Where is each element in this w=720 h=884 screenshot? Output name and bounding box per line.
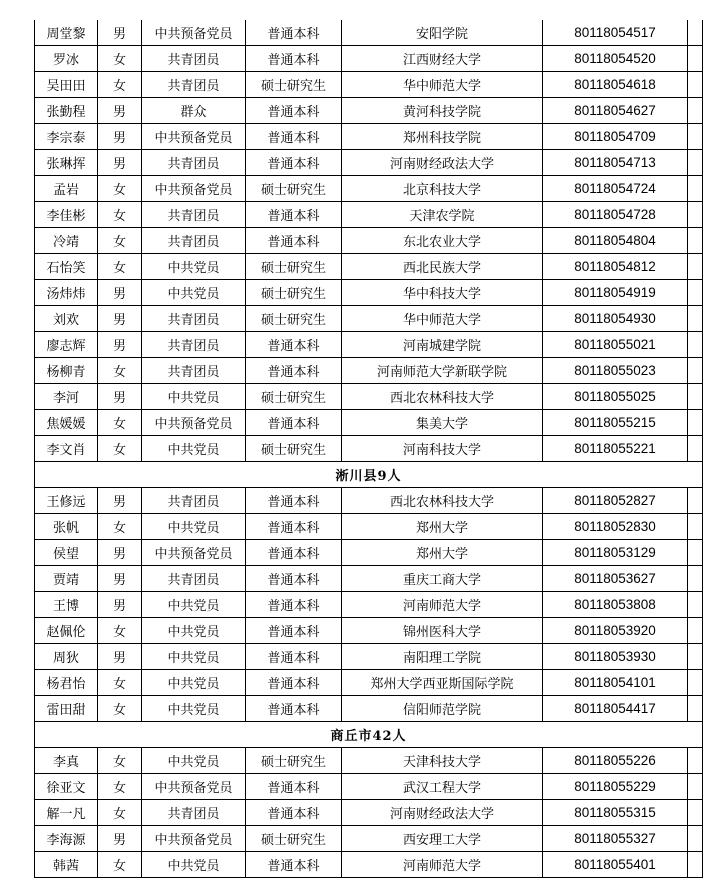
gender-cell: 男 <box>98 826 142 852</box>
gender-cell: 男 <box>98 332 142 358</box>
table-row <box>35 124 703 150</box>
name-cell: 张帆 <box>35 514 98 540</box>
school-cell: 河南财经政法大学 <box>342 800 543 826</box>
gender-cell: 女 <box>98 696 142 722</box>
note-cell <box>688 488 703 514</box>
table-row <box>35 696 703 722</box>
exam-id-cell: 80118055215 <box>543 410 688 436</box>
school-cell: 河南城建学院 <box>342 332 543 358</box>
education-cell: 普通本科 <box>246 540 342 566</box>
political-status-cell: 中共党员 <box>142 514 246 540</box>
gender-cell: 女 <box>98 358 142 384</box>
exam-id-cell: 80118054713 <box>543 150 688 176</box>
gender-cell: 男 <box>98 306 142 332</box>
education-cell: 硕士研究生 <box>246 72 342 98</box>
table-row <box>35 800 703 826</box>
name-cell: 李文肖 <box>35 436 98 462</box>
education-cell: 普通本科 <box>246 46 342 72</box>
education-cell: 普通本科 <box>246 332 342 358</box>
political-status-cell: 共青团员 <box>142 202 246 228</box>
school-cell: 西安理工大学 <box>342 826 543 852</box>
note-cell <box>688 800 703 826</box>
gender-cell: 男 <box>98 384 142 410</box>
exam-id-cell: 80118055021 <box>543 332 688 358</box>
note-cell <box>688 592 703 618</box>
note-cell <box>688 826 703 852</box>
school-cell: 河南师范大学新联学院 <box>342 358 543 384</box>
education-cell: 硕士研究生 <box>246 176 342 202</box>
name-cell: 解一凡 <box>35 800 98 826</box>
exam-id-cell: 80118053930 <box>543 644 688 670</box>
political-status-cell: 群众 <box>142 98 246 124</box>
name-cell: 张琳挥 <box>35 150 98 176</box>
table-row <box>35 566 703 592</box>
exam-id-cell: 80118053920 <box>543 618 688 644</box>
gender-cell: 女 <box>98 800 142 826</box>
note-cell <box>688 384 703 410</box>
section-title: 商丘市42人 <box>35 722 703 748</box>
table-row <box>35 514 703 540</box>
name-cell: 李海源 <box>35 826 98 852</box>
name-cell: 李佳彬 <box>35 202 98 228</box>
school-cell: 西北民族大学 <box>342 254 543 280</box>
political-status-cell: 共青团员 <box>142 228 246 254</box>
note-cell <box>688 748 703 774</box>
school-cell: 郑州大学西亚斯国际学院 <box>342 670 543 696</box>
note-cell <box>688 566 703 592</box>
education-cell: 普通本科 <box>246 202 342 228</box>
name-cell: 周狄 <box>35 644 98 670</box>
note-cell <box>688 280 703 306</box>
school-cell: 河南科技大学 <box>342 436 543 462</box>
exam-id-cell: 80118055226 <box>543 748 688 774</box>
exam-id-cell: 80118054724 <box>543 176 688 202</box>
political-status-cell: 共青团员 <box>142 800 246 826</box>
name-cell: 徐亚文 <box>35 774 98 800</box>
gender-cell: 男 <box>98 280 142 306</box>
table-row <box>35 748 703 774</box>
table-row <box>35 98 703 124</box>
gender-cell: 女 <box>98 410 142 436</box>
school-cell: 锦州医科大学 <box>342 618 543 644</box>
education-cell: 普通本科 <box>246 696 342 722</box>
exam-id-cell: 80118054517 <box>543 20 688 46</box>
name-cell: 贾靖 <box>35 566 98 592</box>
name-cell: 焦媛媛 <box>35 410 98 436</box>
school-cell: 黄河科技学院 <box>342 98 543 124</box>
education-cell: 普通本科 <box>246 124 342 150</box>
name-cell: 王修远 <box>35 488 98 514</box>
name-cell: 王博 <box>35 592 98 618</box>
school-cell: 西北农林科技大学 <box>342 384 543 410</box>
note-cell <box>688 774 703 800</box>
note-cell <box>688 670 703 696</box>
education-cell: 普通本科 <box>246 592 342 618</box>
exam-id-cell: 80118055023 <box>543 358 688 384</box>
note-cell <box>688 514 703 540</box>
school-cell: 安阳学院 <box>342 20 543 46</box>
school-cell: 武汉工程大学 <box>342 774 543 800</box>
education-cell: 普通本科 <box>246 98 342 124</box>
gender-cell: 女 <box>98 176 142 202</box>
gender-cell: 女 <box>98 774 142 800</box>
gender-cell: 女 <box>98 254 142 280</box>
gender-cell: 男 <box>98 98 142 124</box>
gender-cell: 女 <box>98 852 142 878</box>
education-cell: 普通本科 <box>246 800 342 826</box>
table-row <box>35 540 703 566</box>
name-cell: 冷靖 <box>35 228 98 254</box>
name-cell: 杨柳青 <box>35 358 98 384</box>
school-cell: 郑州科技学院 <box>342 124 543 150</box>
political-status-cell: 共青团员 <box>142 488 246 514</box>
education-cell: 硕士研究生 <box>246 826 342 852</box>
note-cell <box>688 618 703 644</box>
table-row <box>35 202 703 228</box>
note-cell <box>688 306 703 332</box>
name-cell: 李河 <box>35 384 98 410</box>
name-cell: 罗冰 <box>35 46 98 72</box>
school-cell: 郑州大学 <box>342 514 543 540</box>
exam-id-cell: 80118055401 <box>543 852 688 878</box>
school-cell: 南阳理工学院 <box>342 644 543 670</box>
gender-cell: 男 <box>98 20 142 46</box>
exam-id-cell: 80118054812 <box>543 254 688 280</box>
education-cell: 普通本科 <box>246 20 342 46</box>
note-cell <box>688 332 703 358</box>
note-cell <box>688 410 703 436</box>
exam-id-cell: 80118053129 <box>543 540 688 566</box>
note-cell <box>688 358 703 384</box>
table-row <box>35 72 703 98</box>
education-cell: 硕士研究生 <box>246 436 342 462</box>
note-cell <box>688 254 703 280</box>
table-row <box>35 176 703 202</box>
note-cell <box>688 644 703 670</box>
exam-id-cell: 80118054520 <box>543 46 688 72</box>
name-cell: 刘欢 <box>35 306 98 332</box>
political-status-cell: 共青团员 <box>142 358 246 384</box>
education-cell: 普通本科 <box>246 670 342 696</box>
note-cell <box>688 124 703 150</box>
political-status-cell: 共青团员 <box>142 306 246 332</box>
political-status-cell: 中共预备党员 <box>142 124 246 150</box>
note-cell <box>688 852 703 878</box>
table-row <box>35 20 703 46</box>
political-status-cell: 中共党员 <box>142 618 246 644</box>
name-cell: 李宗泰 <box>35 124 98 150</box>
school-cell: 华中科技大学 <box>342 280 543 306</box>
education-cell: 普通本科 <box>246 644 342 670</box>
table-row <box>35 618 703 644</box>
school-cell: 河南财经政法大学 <box>342 150 543 176</box>
table-row <box>35 332 703 358</box>
note-cell <box>688 696 703 722</box>
note-cell <box>688 228 703 254</box>
gender-cell: 男 <box>98 540 142 566</box>
exam-id-cell: 80118052827 <box>543 488 688 514</box>
gender-cell: 女 <box>98 46 142 72</box>
education-cell: 普通本科 <box>246 228 342 254</box>
name-cell: 韩茜 <box>35 852 98 878</box>
gender-cell: 男 <box>98 592 142 618</box>
education-cell: 普通本科 <box>246 150 342 176</box>
exam-id-cell: 80118054804 <box>543 228 688 254</box>
exam-id-cell: 80118054101 <box>543 670 688 696</box>
school-cell: 信阳师范学院 <box>342 696 543 722</box>
table-row <box>35 228 703 254</box>
table-row <box>35 592 703 618</box>
note-cell <box>688 202 703 228</box>
exam-id-cell: 80118055221 <box>543 436 688 462</box>
gender-cell: 男 <box>98 124 142 150</box>
table-row <box>35 384 703 410</box>
political-status-cell: 中共预备党员 <box>142 826 246 852</box>
note-cell <box>688 176 703 202</box>
political-status-cell: 中共预备党员 <box>142 176 246 202</box>
education-cell: 硕士研究生 <box>246 254 342 280</box>
school-cell: 北京科技大学 <box>342 176 543 202</box>
school-cell: 西北农林科技大学 <box>342 488 543 514</box>
note-cell <box>688 540 703 566</box>
education-cell: 普通本科 <box>246 514 342 540</box>
education-cell: 普通本科 <box>246 852 342 878</box>
exam-id-cell: 80118054728 <box>543 202 688 228</box>
school-cell: 华中师范大学 <box>342 72 543 98</box>
school-cell: 重庆工商大学 <box>342 566 543 592</box>
table-row <box>35 488 703 514</box>
school-cell: 华中师范大学 <box>342 306 543 332</box>
political-status-cell: 中共预备党员 <box>142 410 246 436</box>
political-status-cell: 共青团员 <box>142 72 246 98</box>
exam-id-cell: 80118054709 <box>543 124 688 150</box>
political-status-cell: 中共党员 <box>142 254 246 280</box>
gender-cell: 男 <box>98 488 142 514</box>
school-cell: 天津农学院 <box>342 202 543 228</box>
political-status-cell: 共青团员 <box>142 150 246 176</box>
gender-cell: 女 <box>98 228 142 254</box>
political-status-cell: 共青团员 <box>142 332 246 358</box>
gender-cell: 男 <box>98 644 142 670</box>
exam-id-cell: 80118053808 <box>543 592 688 618</box>
political-status-cell: 中共党员 <box>142 592 246 618</box>
gender-cell: 女 <box>98 72 142 98</box>
name-cell: 汤炜炜 <box>35 280 98 306</box>
name-cell: 李真 <box>35 748 98 774</box>
table-row <box>35 150 703 176</box>
school-cell: 江西财经大学 <box>342 46 543 72</box>
gender-cell: 女 <box>98 514 142 540</box>
political-status-cell: 中共预备党员 <box>142 20 246 46</box>
table-row <box>35 280 703 306</box>
political-status-cell: 中共党员 <box>142 696 246 722</box>
education-cell: 普通本科 <box>246 358 342 384</box>
exam-id-cell: 80118054930 <box>543 306 688 332</box>
school-cell: 河南师范大学 <box>342 592 543 618</box>
gender-cell: 女 <box>98 618 142 644</box>
note-cell <box>688 20 703 46</box>
political-status-cell: 中共党员 <box>142 644 246 670</box>
table-row <box>35 306 703 332</box>
name-cell: 杨君怡 <box>35 670 98 696</box>
table-row <box>35 436 703 462</box>
exam-id-cell: 80118054919 <box>543 280 688 306</box>
name-cell: 张勤程 <box>35 98 98 124</box>
table-row <box>35 254 703 280</box>
candidate-table <box>34 20 703 878</box>
school-cell: 天津科技大学 <box>342 748 543 774</box>
education-cell: 硕士研究生 <box>246 306 342 332</box>
education-cell: 普通本科 <box>246 410 342 436</box>
political-status-cell: 中共党员 <box>142 384 246 410</box>
political-status-cell: 共青团员 <box>142 566 246 592</box>
name-cell: 廖志辉 <box>35 332 98 358</box>
gender-cell: 女 <box>98 748 142 774</box>
political-status-cell: 中共党员 <box>142 280 246 306</box>
political-status-cell: 中共党员 <box>142 852 246 878</box>
political-status-cell: 中共党员 <box>142 436 246 462</box>
section-row <box>35 722 703 748</box>
political-status-cell: 中共预备党员 <box>142 540 246 566</box>
name-cell: 赵佩伦 <box>35 618 98 644</box>
gender-cell: 女 <box>98 670 142 696</box>
political-status-cell: 中共预备党员 <box>142 774 246 800</box>
school-cell: 东北农业大学 <box>342 228 543 254</box>
exam-id-cell: 80118055025 <box>543 384 688 410</box>
school-cell: 集美大学 <box>342 410 543 436</box>
name-cell: 石怡笑 <box>35 254 98 280</box>
table-row <box>35 826 703 852</box>
political-status-cell: 共青团员 <box>142 46 246 72</box>
education-cell: 硕士研究生 <box>246 748 342 774</box>
name-cell: 雷田甜 <box>35 696 98 722</box>
section-row <box>35 462 703 488</box>
name-cell: 吴田田 <box>35 72 98 98</box>
gender-cell: 女 <box>98 436 142 462</box>
education-cell: 普通本科 <box>246 488 342 514</box>
note-cell <box>688 150 703 176</box>
school-cell: 河南师范大学 <box>342 852 543 878</box>
exam-id-cell: 80118054618 <box>543 72 688 98</box>
table-row <box>35 774 703 800</box>
table-body <box>35 20 703 878</box>
gender-cell: 男 <box>98 566 142 592</box>
note-cell <box>688 72 703 98</box>
gender-cell: 男 <box>98 150 142 176</box>
table-row <box>35 644 703 670</box>
name-cell: 周堂黎 <box>35 20 98 46</box>
table-row <box>35 46 703 72</box>
education-cell: 硕士研究生 <box>246 280 342 306</box>
exam-id-cell: 80118052830 <box>543 514 688 540</box>
political-status-cell: 中共党员 <box>142 670 246 696</box>
exam-id-cell: 80118055229 <box>543 774 688 800</box>
education-cell: 普通本科 <box>246 566 342 592</box>
table-row <box>35 358 703 384</box>
gender-cell: 女 <box>98 202 142 228</box>
table-row <box>35 852 703 878</box>
exam-id-cell: 80118055327 <box>543 826 688 852</box>
exam-id-cell: 80118054627 <box>543 98 688 124</box>
section-title: 淅川县9人 <box>35 462 703 488</box>
note-cell <box>688 98 703 124</box>
exam-id-cell: 80118054417 <box>543 696 688 722</box>
education-cell: 硕士研究生 <box>246 384 342 410</box>
education-cell: 普通本科 <box>246 774 342 800</box>
education-cell: 普通本科 <box>246 618 342 644</box>
table-row <box>35 670 703 696</box>
note-cell <box>688 46 703 72</box>
name-cell: 侯望 <box>35 540 98 566</box>
exam-id-cell: 80118053627 <box>543 566 688 592</box>
table-row <box>35 410 703 436</box>
name-cell: 孟岩 <box>35 176 98 202</box>
exam-id-cell: 80118055315 <box>543 800 688 826</box>
political-status-cell: 中共党员 <box>142 748 246 774</box>
note-cell <box>688 436 703 462</box>
school-cell: 郑州大学 <box>342 540 543 566</box>
